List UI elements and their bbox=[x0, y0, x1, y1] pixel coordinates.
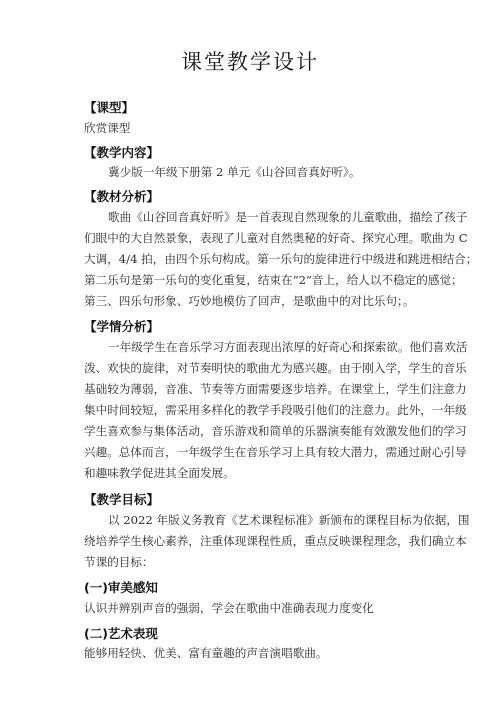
heading-student-analysis: 【学情分析】 bbox=[84, 319, 160, 334]
students-line: 基础较为薄弱，音准、节奏等方面需要逐步培养。在课堂上，学生们注意力 bbox=[84, 382, 467, 396]
artistic-expression-text: 能够用轻快、优美、富有童趣的声音演唱歌曲。 bbox=[84, 646, 328, 660]
heading-teaching-goals: 【教学目标】 bbox=[84, 492, 160, 507]
analysis-line: 第三、四乐句形象、巧妙地模仿了回声，是歌曲中的对比乐句；。 bbox=[84, 294, 415, 308]
subheading-aesthetic-perception: (一)审美感知 bbox=[84, 580, 158, 595]
students-line: 一年级学生在音乐学习方面表现出浓厚的好奇心和探索欲。他们喜欢活 bbox=[108, 340, 468, 354]
students-line: 集中时间较短，需采用多样化的教学手段吸引他们的注意力。此外，一年级 bbox=[84, 403, 467, 417]
subheading-artistic-expression: (二)艺术表现 bbox=[84, 626, 158, 641]
goals-line: 以 2022 年版义务教育《艺术课程标准》新颁布的课程目标为依据，围 bbox=[108, 513, 470, 527]
heading-material-analysis: 【教材分析】 bbox=[84, 189, 160, 204]
goals-line: 节课的目标： bbox=[84, 555, 154, 569]
heading-teaching-content: 【教学内容】 bbox=[84, 145, 160, 160]
heading-lesson-type: 【课型】 bbox=[84, 100, 135, 115]
students-line: 泼、欢快的旋律，对节奏明快的歌曲尤为感兴趣。由于刚入学，学生的音乐 bbox=[84, 361, 467, 375]
students-line: 兴趣。总体而言，一年级学生在音乐学习上具有较大潜力，需通过耐心引导 bbox=[84, 445, 467, 459]
teaching-content-text: 冀少版一年级下册第 2 单元《山谷回音真好听》。 bbox=[108, 165, 361, 179]
page-title: 课堂教学设计 bbox=[181, 50, 319, 74]
students-line: 和趣味教学促进其全面发展。 bbox=[84, 466, 235, 480]
lesson-type-text: 欣赏课型 bbox=[84, 121, 131, 135]
analysis-line: 们眼中的大自然景象，表现了儿童对自然奥秘的好奇、探究心理。歌曲为 C bbox=[84, 231, 468, 245]
analysis-line: 大调，4/4 拍，由四个乐句构成。第一乐句的旋律进行中级进和跳进相结合； bbox=[84, 252, 478, 266]
analysis-line: 歌曲《山谷回音真好听》是一首表现自然现象的儿童歌曲，描绘了孩子 bbox=[108, 210, 468, 224]
analysis-line: 第二乐句是第一乐句的变化重复，结束在“2”音上，给人以不稳定的感觉； bbox=[84, 273, 463, 287]
students-line: 学生喜欢参与集体活动，音乐游戏和简单的乐器演奏能有效激发他们的学习 bbox=[84, 424, 467, 438]
goals-line: 绕培养学生核心素养，注重体现课程性质，重点反映课程理念，我们确立本 bbox=[84, 534, 467, 548]
aesthetic-perception-text: 认识并辨别声音的强弱，学会在歌曲中准确表现力度变化 bbox=[84, 601, 374, 615]
